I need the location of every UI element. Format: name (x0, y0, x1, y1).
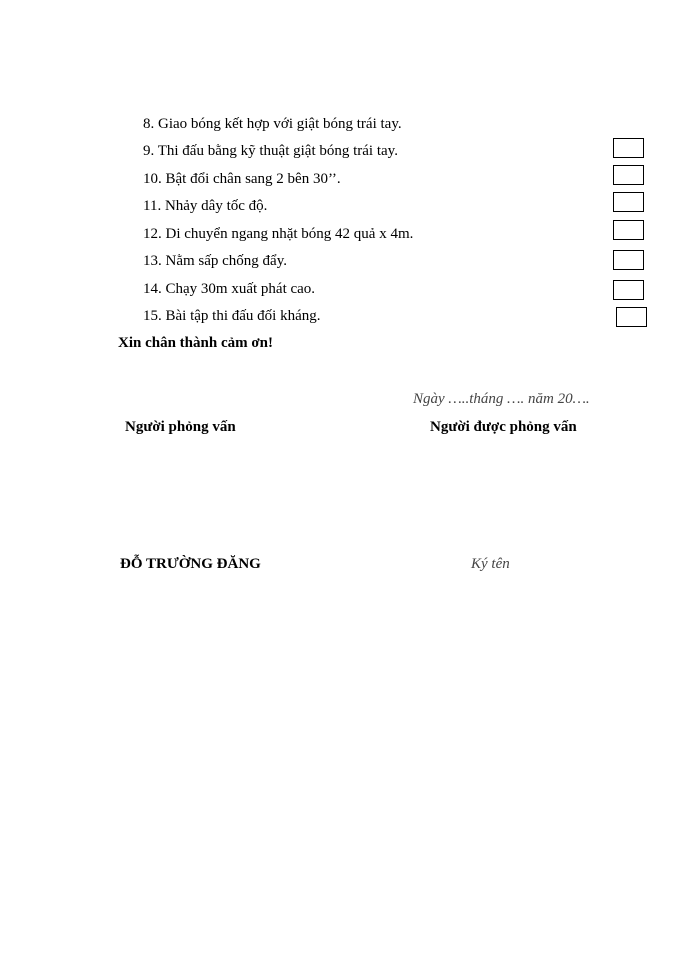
survey-item-15: 15. Bài tập thi đấu đối kháng. (143, 308, 321, 324)
survey-item-14: 14. Chạy 30m xuất phát cao. (143, 281, 316, 297)
signature-label: Ký tên (471, 556, 510, 572)
answer-checkbox-13[interactable] (613, 250, 644, 270)
date-line: Ngày …..tháng …. năm 20…. (413, 391, 590, 407)
survey-item-12: 12. Di chuyển ngang nhặt bóng 42 quả x 4m. (143, 226, 414, 242)
survey-item-10: 10. Bật đổi chân sang 2 bên 30’’. (143, 171, 341, 187)
interviewer-name: ĐỖ TRƯỜNG ĐĂNG (120, 556, 261, 572)
survey-item-9: 9. Thi đấu bằng kỹ thuật giật bóng trái tay. (143, 143, 398, 159)
answer-checkbox-12[interactable] (613, 220, 644, 240)
answer-checkbox-9[interactable] (613, 138, 644, 158)
interviewee-label: Người được phỏng vấn (430, 419, 577, 435)
answer-checkbox-11[interactable] (613, 192, 644, 212)
answer-checkbox-14[interactable] (613, 280, 644, 300)
interviewer-label: Người phỏng vấn (125, 419, 236, 435)
survey-item-13: 13. Nằm sấp chống đẩy. (143, 253, 287, 269)
answer-checkbox-15[interactable] (616, 307, 647, 327)
thanks-note: Xin chân thành cảm ơn! (118, 335, 274, 351)
answer-checkbox-10[interactable] (613, 165, 644, 185)
survey-item-8: 8. Giao bóng kết hợp với giật bóng trái tay. (143, 116, 402, 132)
survey-item-11: 11. Nhảy dây tốc độ. (143, 198, 268, 214)
